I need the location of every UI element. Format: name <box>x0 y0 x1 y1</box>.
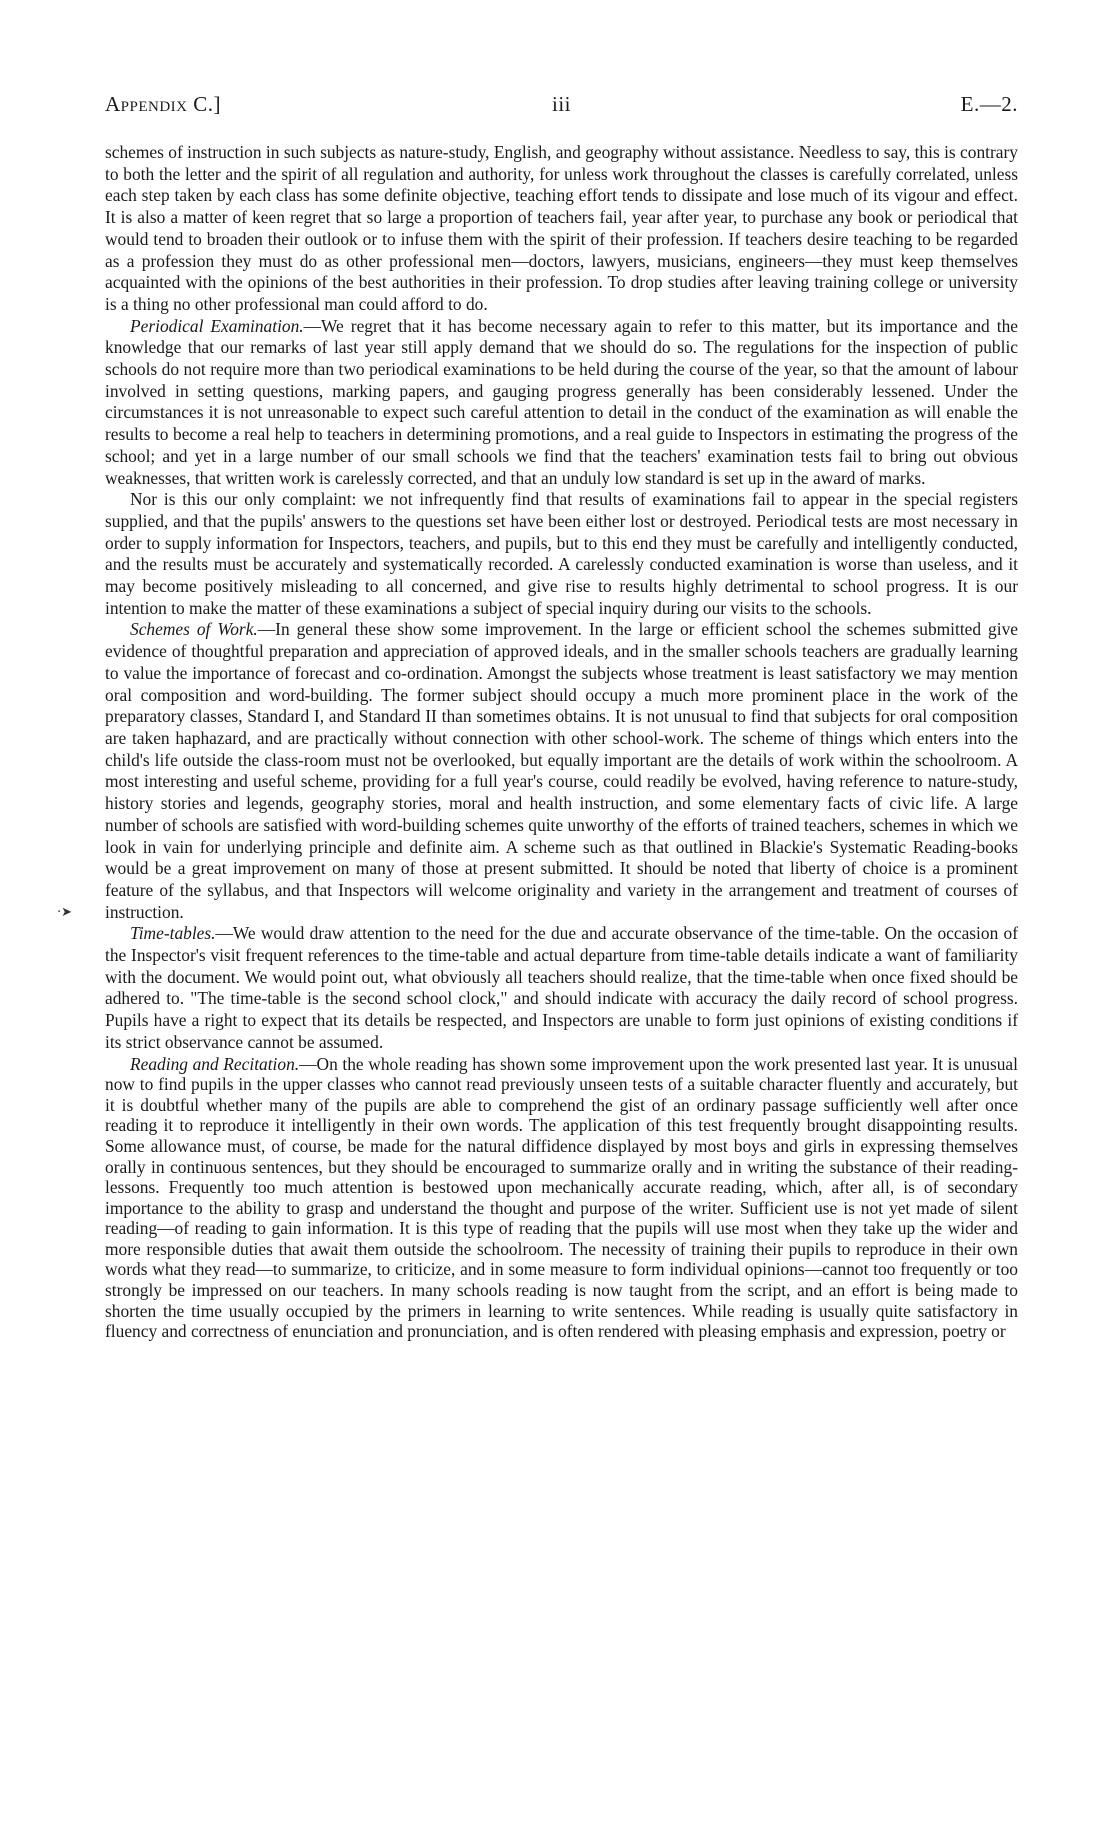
margin-pointer-mark: ·➤ <box>57 905 73 920</box>
paragraph-text: —We would draw attention to the need for the due and accurate observance of the time-table. On the occasion of the Inspector's visit frequent references to the time-table and actual departure from time-table details indicate a want of familiarity with the document. We would point out, what obviously all teachers should realize, that the time-table when once fixed should be adhered to. "The time-table is the second school clock," and should indicate with accuracy the daily record of school progress. Pupils have a right to expect that its details be respected, and Inspectors are unable to form just opinions of existing conditions if its strict observance cannot be assumed. <box>105 923 1018 1052</box>
header-document-code: E.—2. <box>960 92 1018 116</box>
section-heading: Reading and Recitation. <box>130 1053 300 1074</box>
paragraph-text: —On the whole reading has shown some improvement upon the work presented last year. It is unusual now to find pupils in the upper classes who cannot read previously unseen tests of a suitable character fluently and accurately, but it is doubtful whether many of the pupils are able to comprehend the gist of an ordinary passage sufficiently well after once reading it to reproduce it intelligently in their own words. The application of this test frequently brought disappointing results. Some allowance must, of course, be made for the natural diffidence displayed by most boys and girls in expressing themselves orally in continuous sentences, but they should be encouraged to summarize orally and in writing the substance of their reading-lessons. Frequently too much attention is bestowed upon mechanically accurate reading, which, after all, is of secondary importance to the ability to grasp and understand the thought and purpose of the writer. Sufficient use is not yet made of silent reading—of reading to gain information. It is this type of reading that the pupils will use most when they take up the wider and more responsible duties that await them outside the schoolroom. The necessity of training their pupils to reproduce in their own words what they read—to summarize, to criticize, and in some measure to form individual opinions—cannot too frequently or too strongly be impressed on our teachers. In many schools reading is now taught from the script, and an effort is being made to shorten the time usually occupied by the primers in learning to write sentences. While reading is usually quite satisfactory in fluency and correctness of enunciation and pronunciation, and is often rendered with pleasing emphasis and expression, poetry or <box>105 1053 1018 1342</box>
paragraph-time-tables <box>105 923 1018 1053</box>
page-header <box>105 92 1018 130</box>
document-body <box>105 142 1018 1342</box>
paragraph-schemes-of-work <box>105 619 1018 923</box>
paragraph-reading-recitation <box>105 1054 1018 1342</box>
header-appendix-label: Appendix C.] <box>105 92 222 116</box>
paragraph-complaint <box>105 489 1018 619</box>
section-heading: Schemes of Work. <box>130 619 258 640</box>
paragraph-text: Nor is this our only complaint: we not infrequently find that results of examinations fail to appear in the special registers supplied, and that the pupils' answers to the questions set have been either lost or destroyed. Periodical tests are most necessary in order to supply information for Inspectors, teachers, and pupils, but to this end they must be carefully and intelligently conducted, and the results must be accurately and systematically recorded. A carelessly conducted examination is worse than useless, and it may become positively misleading to all concerned, and give rise to results highly detrimental to school progress. It is our intention to make the matter of these examinations a subject of special inquiry during our visits to the schools. <box>105 489 1018 618</box>
paragraph-text: —We regret that it has become necessary again to refer to this matter, but its importance and the knowledge that our remarks of last year still apply demand that we should do so. The regulations for the inspection of public schools do not require more than two periodical examinations to be held during the course of the year, so that the amount of labour involved in setting questions, marking papers, and gauging progress generally has been considerably lessened. Under the circumstances it is not unreasonable to expect such careful attention to detail in the conduct of the examination as will enable the results to become a real help to teachers in determining promotions, and a real guide to Inspectors in estimating the progress of the school; and yet in a large number of our small schools we find that the teachers' examination tests fail to bring out obvious weaknesses, that written work is carelessly corrected, and that an unduly low standard is set up in the award of marks. <box>105 315 1018 488</box>
paragraph-text: —In general these show some improvement. In the large or efficient school the schemes submitted give evidence of thoughtful preparation and appreciation of approved ideals, and in the smaller schools teachers are gradually learning to value the importance of forecast and co-ordination. Amongst the subjects whose treatment is least satisfactory we may mention oral composition and word-building. The former subject should occupy a much more prominent place in the work of the preparatory classes, Standard I, and Standard II than sometimes obtains. It is not unusual to find that subjects for oral composition are taken haphazard, and are practically without connection with other school-work. The scheme of things which enters into the child's life outside the class-room must not be overlooked, but equally important are the details of work within the schoolroom. A most interesting and useful scheme, providing for a full year's course, could readily be evolved, having reference to nature-study, history stories and legends, geography stories, moral and health instruction, and some elementary facts of civic life. A large number of schools are satisfied with word-building schemes quite unworthy of the efforts of trained teachers, schemes in which we look in vain for underlying principle and definite aim. A scheme such as that outlined in Blackie's Systematic Reading-books would be a great improvement on many of those at present submitted. It should be noted that liberty of choice is a prominent feature of the syllabus, and that Inspectors will welcome originality and variety in the arrangement and treatment of courses of instruction. <box>105 619 1018 922</box>
paragraph-text: schemes of instruction in such subjects as nature-study, English, and geography without assistance. Needless to say, this is contrary to both the letter and the spirit of all regulation and authority, for unless work throughout the classes is carefully correlated, unless each step taken by each class has some definite objective, teaching effort tends to dissipate and lose much of its vigour and effect. It is also a matter of keen regret that so large a proportion of teachers fail, year after year, to purchase any book or periodical that would tend to broaden their outlook or to infuse them with the spirit of their profession. If teachers desire teaching to be regarded as a profession they must do as other professional men—doctors, lawyers, musicians, engineers—they must keep themselves acquainted with the opinions of the best authorities in their profession. To drop studies after leaving training college or university is a thing no other professional man could afford to do. <box>105 142 1018 314</box>
paragraph-schemes-intro <box>105 142 1018 316</box>
document-page <box>105 92 1018 1342</box>
paragraph-periodical-examination <box>105 316 1018 490</box>
section-heading: Periodical Examination. <box>130 315 304 336</box>
header-page-number: iii <box>551 92 571 116</box>
section-heading: Time-tables. <box>130 923 216 944</box>
